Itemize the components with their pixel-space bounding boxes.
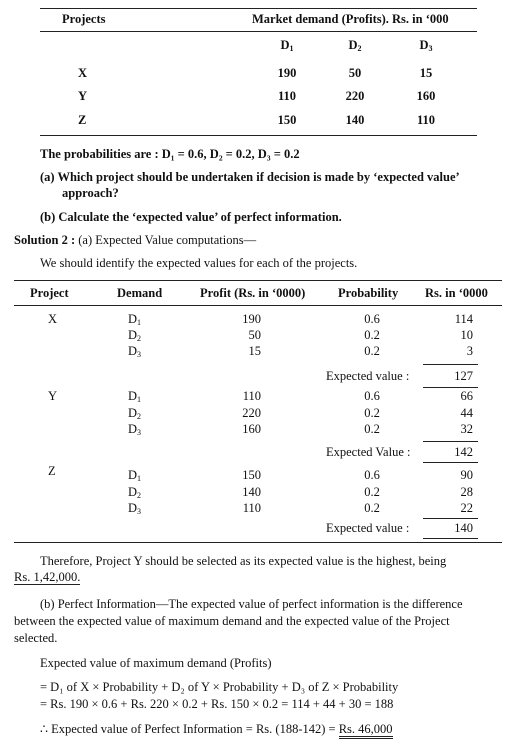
row-project: Y [78,89,88,103]
subtotal-rule [423,364,478,365]
calc-profit: 160 [242,422,261,436]
calc-header-project: Project [30,286,69,300]
calc-profit: 110 [242,389,261,403]
calc-profit: 220 [242,406,261,420]
table-cell: 140 [345,113,365,127]
final-amount: Rs. 46,000 [339,722,393,739]
col-d2: $D_2$ [348,38,362,53]
table-header-rule [40,31,477,32]
solution-intro: We should identify the expected values for each of the projects. [40,256,358,270]
ev-value: 142 [454,445,473,459]
calc-header-rs: Rs. in ‘0000 [425,286,488,300]
total-rule [423,538,478,539]
solution-rest: (a) Expected Value computations— [75,233,257,247]
ev-label: Expected value : [326,521,410,535]
calc-prob: 0.2 [364,501,380,515]
probabilities-line: The probabilities are : D₁ = 0.6, D₂ = 0.2, D₃ = 0.2 [40,147,300,161]
calc-demand: $D_3$ [128,501,142,516]
calc-bottom-rule [14,542,502,543]
calc-prob: 0.2 [364,328,380,342]
calc-value: 28 [460,485,473,499]
calc-prob: 0.6 [364,468,380,482]
calc-project: Y [48,389,58,403]
col-d1: $D_1$ [280,38,294,53]
calc-demand: $D_1$ [128,389,142,404]
calc-header-probability: Probability [338,286,399,300]
solution-heading [14,233,256,248]
calc-profit: 110 [242,501,261,515]
subtotal-rule [423,518,478,519]
calc-header-rule [14,305,502,306]
ev-value: 127 [454,369,473,383]
calc-prob: 0.6 [364,312,380,326]
calc-header-profit: Profit (Rs. in ‘0000) [200,286,306,300]
table-cell: 150 [277,113,297,127]
calc-project: X [48,312,58,326]
subtotal-rule [423,441,478,442]
calc-value: 32 [460,422,473,436]
perfect-info-line1: (b) Perfect Information—The expected value of perfect information is the difference [40,597,463,611]
calc-value: 22 [460,501,473,515]
table-cell: 160 [416,89,436,103]
table-cell: 190 [277,66,297,80]
calc-top-rule [14,280,502,281]
total-rule [423,462,478,463]
calc-value: 44 [460,406,473,420]
calc-prob: 0.2 [364,406,380,420]
table-cell: 15 [419,66,433,80]
table-cell: 110 [277,89,297,103]
calc-value: 114 [454,312,473,326]
final-prefix: ∴ Expected value of Perfect Information = Rs. (188-142) = [40,722,339,736]
calc-demand: $D_2$ [128,328,142,343]
conclusion-amount-text: Rs. 1,42,000. [14,570,81,584]
question-b: (b) Calculate the ‘expected value’ of perfect information. [40,210,342,224]
calc-demand: $D_1$ [128,312,142,327]
solution-label: Solution 2 : [14,233,76,247]
calc-prob: 0.2 [364,422,380,436]
evmd-heading: Expected value of maximum demand (Profits) [40,656,272,670]
total-rule [423,387,478,388]
calc-demand: $D_3$ [128,422,142,437]
formula-line1: = D₁ of X × Probability + D₂ of Y × Probability + D₃ of Z × Probability [40,680,399,694]
calc-project: Z [48,464,56,478]
calc-value: 10 [460,328,473,342]
row-project: Z [78,113,87,127]
calc-profit: 140 [242,485,261,499]
calc-value: 3 [466,344,473,358]
formula-line2: = Rs. 190 × 0.6 + Rs. 220 × 0.2 + Rs. 150 × 0.2 = 114 + 44 + 30 = 188 [40,697,394,711]
question-a-cont: approach? [62,186,119,200]
ev-label: Expected value : [326,369,410,383]
calc-prob: 0.6 [364,389,380,403]
header-market-demand: Market demand (Profits). Rs. in ‘000 [252,12,449,26]
perfect-info-line2: between the expected value of maximum demand and the expected value of the Project [14,614,450,628]
calc-prob: 0.2 [364,485,380,499]
calc-profit: 15 [248,344,261,358]
conclusion-amount [14,570,80,585]
table-cell: 110 [416,113,436,127]
question-a: (a) Which project should be undertaken if decision is made by ‘expected value’ [40,170,460,184]
table-cell: 220 [345,89,365,103]
calc-profit: 190 [242,312,261,326]
row-project: X [78,66,88,80]
calc-value: 90 [460,468,473,482]
calc-demand: $D_2$ [128,406,142,421]
table-top-rule [40,8,477,9]
calc-value: 66 [460,389,473,403]
calc-demand: $D_1$ [128,468,142,483]
col-d3: $D_3$ [419,38,433,53]
calc-profit: 50 [248,328,261,342]
final-line [40,721,393,737]
conclusion-line: Therefore, Project Y should be selected as its expected value is the highest, being [40,554,447,568]
perfect-info-line3: selected. [14,631,58,645]
ev-value: 140 [454,521,473,535]
ev-label: Expected Value : [326,445,411,459]
calc-demand: $D_2$ [128,485,142,500]
table-cell: 50 [348,66,362,80]
calc-prob: 0.2 [364,344,380,358]
table-bottom-rule [40,135,477,136]
header-projects: Projects [62,12,106,26]
calc-profit: 150 [242,468,261,482]
calc-header-demand: Demand [117,286,163,300]
calc-demand: $D_3$ [128,344,142,359]
